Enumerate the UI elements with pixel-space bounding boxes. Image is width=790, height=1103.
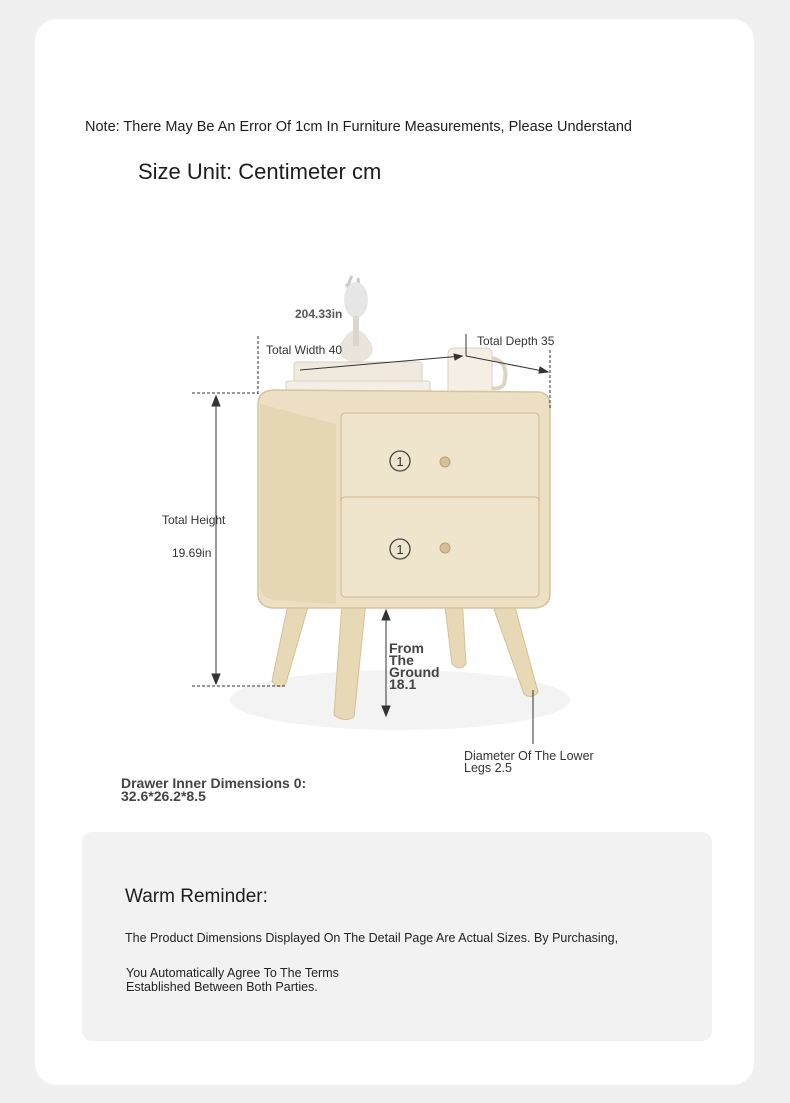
size-unit-heading: Size Unit: Centimeter cm <box>138 159 382 184</box>
width-inches-label: 204.33in <box>295 307 343 321</box>
drawer-bottom-knob <box>440 543 450 553</box>
drawer-top-knob <box>440 457 450 467</box>
leg-diameter-label: Diameter Of The Lower Legs 2.5 <box>464 749 594 775</box>
drawer-top-marker-label: 1 <box>396 454 404 469</box>
warm-reminder-title: Warm Reminder: <box>125 886 268 907</box>
warm-reminder-line-2: You Automatically Agree To The Terms Established Between Both Parties. <box>126 966 339 994</box>
nightstand-body <box>258 390 550 608</box>
total-height-label: Total Height <box>162 513 226 527</box>
total-width-label: Total Width 40 <box>266 343 343 357</box>
total-depth-label: Total Depth 35 <box>477 334 555 348</box>
measurement-note: Note: There May Be An Error Of 1cm In Furniture Measurements, Please Understand <box>85 119 632 135</box>
drawer-inner-dimensions: Drawer Inner Dimensions 0: 32.6*26.2*8.5 <box>121 775 307 804</box>
vase-decoration <box>339 276 372 363</box>
from-ground-label: From The Ground 18.1 <box>389 640 440 692</box>
warm-reminder-line-1: The Product Dimensions Displayed On The Detail Page Are Actual Sizes. By Purchasing, <box>125 931 619 945</box>
drawer-bottom-marker-label: 1 <box>396 542 404 557</box>
height-inches-label: 19.69in <box>172 546 212 560</box>
warm-reminder-panel <box>82 832 712 1041</box>
